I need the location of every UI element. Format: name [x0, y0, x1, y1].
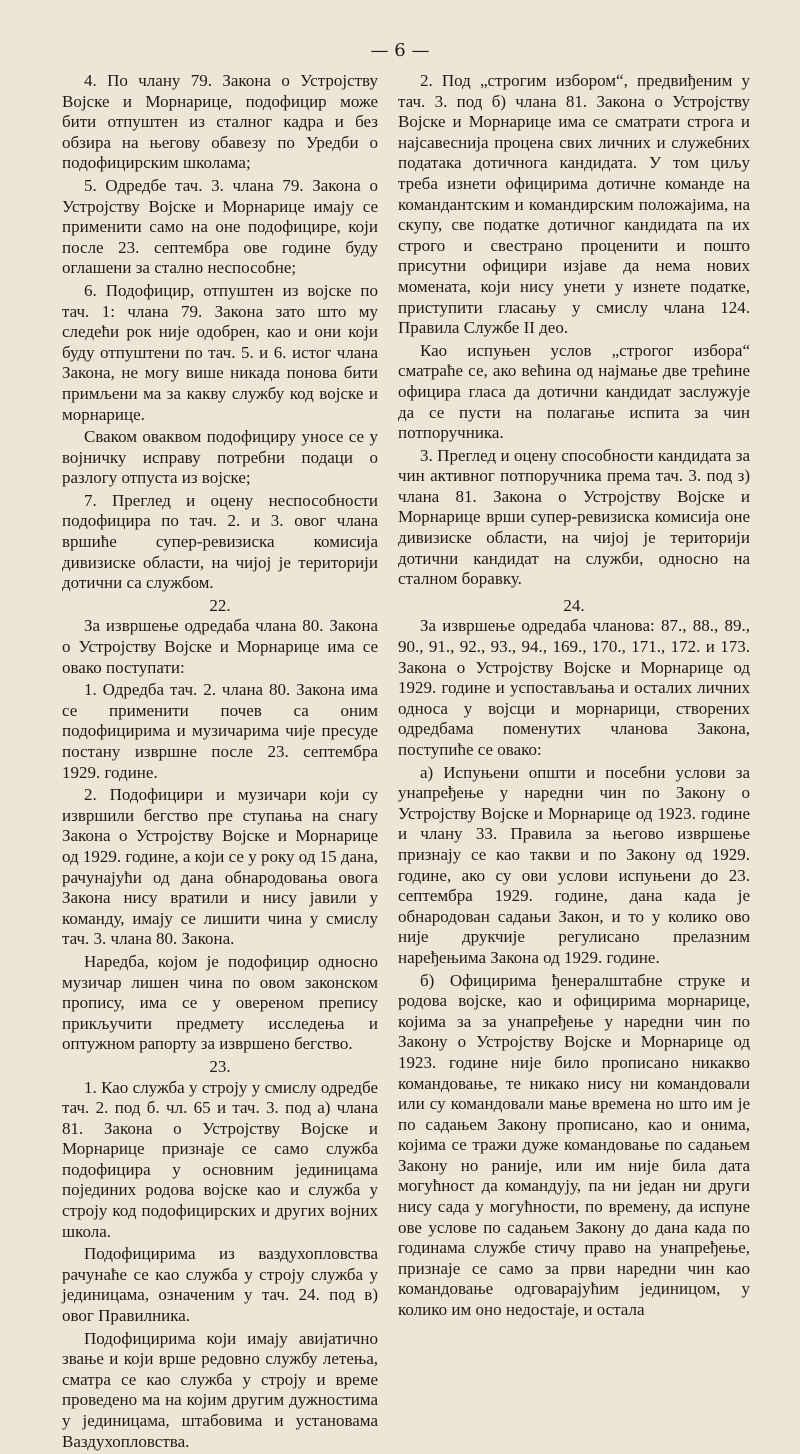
left-column: [62, 71, 378, 1454]
paragraph: 2. Под „строгим избором“, предвиђеним у тач. 3. под б) члана 81. Закона о Устројству Војске и Морнарице има се сматрати строга и најсавеснија процена свих личних и служебних података дотичнога кандидата. У том циљу треба изнети официрима дотичне команде на командантским и командирским положајима, на скупу, све податке дотичног кандидата па их строго и свестрано проценити и пошто присутни официри изјаве да нема нових момената, који нису унети у изнете податке, приступити гласању у смислу члана 124. Правила Службе II део.: [398, 71, 750, 338]
section-heading: 23.: [209, 1056, 231, 1076]
paragraph: 3. Преглед и оцену способности кандидата за чин активног потпоручника према тач. 3. под з) члана 81. Закона о Устројству Војске и Морнарице врши супер-ревизиска комисија оне дивизиске области, на чијој је територији дотични кандидат на служби, односно на сталном боравку.: [398, 445, 750, 589]
paragraph: б) Официрима ђенералштабне струке и родова војске, као и официрима морнарице, којима за за унапређење у наредни чин по Закону о Устројству Војске и Морнарице од 1923. године није било прописано никакво командовање, те никако нису ни командовали или су командовали мање времена но што им је по садањем Закону прописано, као и онима, којима се тражи дуже командовање по садањем Закону но раније, или им није била дата могућност да командују, па ни један ни други нису сада у могућности, по времену, да испуне ове услове по садањем Закону до дана када по годинама службе стичу право на унапређење, признаје се само за први наредни чин као командовање одговарајућим јединицом, у колико им оно недостаје, и остала: [398, 970, 750, 1320]
paragraph: За извршење одредаба члана 80. Закона о Устројству Војске и Морнарице има се овако поступати:: [62, 616, 378, 677]
paragraph: а) Испуњени општи и посебни услови за унапређење у наредни чин по Закону о Устројству Војске и Морнарице од 1923. године и члану 33. Правила за његово извршење признају се као такви и по Закону од 1929. године, ако су ови услови испуњени до 23. септембра 1929. године, дана када је обнародован садањи Закон, и то у колико ово није друкчије регулисано прелазним наређењима Закона од 1929. године.: [398, 762, 750, 967]
paragraph: Подофицирима из ваздухопловства рачунаће се као служба у строју служба у јединицама, означеним у тач. 24. под в) овог Правилника.: [62, 1244, 378, 1326]
paragraph: 1. Одредба тач. 2. члана 80. Закона има се применити почев са оним подофицирима и музичарима чије пресуде постану извршне после 23. септембра 1929. године.: [62, 680, 378, 782]
paragraph: 5. Одредбе тач. 3. члана 79. Закона о Устројству Војске и Морнарице имају се применити само на оне подофицире, који после 23. септембра ове године буду оглашени за стално неспособне;: [62, 175, 378, 278]
paragraph: 2. Подофицири и музичари који су извршили бегство пре ступања на снагу Закона о Устројству Војске и Морнарице од 1929. године, а који се у року од 15 дана, рачунајући од дана обнародовања овога Закона нису вратили и нису јавили у команду, имају се лишити чина у смислу тач. 3. члана 80. Закона.: [62, 785, 378, 949]
paragraph: Сваком оваквом подофициру уносе се у војничку исправу потребни подаци о разлогу отпуста из војске;: [62, 427, 378, 488]
paragraph: 1. Као служба у строју у смислу одредбе тач. 2. под б. чл. 65 и тач. 3. под а) члана 81. Закона о Устројству Војске и Морнарице признаје се само служба подофицира у основним јединицама појединих родова војске као и служба у строју код подофицирских и других војних школа.: [62, 1077, 378, 1241]
paragraph: За извршење одредаба чланова: 87., 88., 89., 90., 91., 92., 93., 94., 169., 170., 171., 172. и 173. Закона о Устројству Војске и Морнарице од 1929. године и успостављања и осталих личних односа у војсци и морнарици, створених одредбама поменутих чланова Закона, поступиће се овако:: [398, 616, 750, 759]
right-column: [398, 71, 750, 1323]
section-heading: 22.: [209, 595, 231, 615]
paragraph: 6. Подофицир, отпуштен из војске по тач. 1: члана 79. Закона зато што му следећи рок није одобрен, као и они који буду отпуштени по тач. 5. и 6. истог члана Закона, не могу више никада понова бити примљени ма за какву службу код војске и морнарице.: [62, 280, 378, 424]
paragraph: 7. Преглед и оцену неспособности подофицира по тач. 2. и 3. овог члана вршиће супер-ревизиска комисија дивизиске области, на чијој је територији дотични са службом.: [62, 490, 378, 593]
page-number: — 6 —: [370, 40, 430, 61]
paragraph: Наредба, којом је подофицир односно музичар лишен чина по овом законском пропису, има се у овереном препису прикључити предмету исследења и оптужном рапорту за извршено бегство.: [62, 951, 378, 1054]
section-heading: 24.: [563, 595, 585, 615]
paragraph: Подофицирима који имају авијатично звање и који врше редовно службу летења, сматра се као служба у строју и време проведено ма на којим другим дужностима у јединицама, штабовима и установама Ваздухопловства.: [62, 1328, 378, 1451]
paragraph: 4. По члану 79. Закона о Устројству Војске и Морнарице, подофицир може бити отпуштен из сталног кадра и без обзира на његову обавезу по Уредби о подофицирским школама;: [62, 71, 378, 173]
paragraph: Као испуњен услов „строгог избора“ сматраће се, ако већина од најмање две трећине официра гласа да дотични кандидат заслужује да се пусти на полагање испита за чин потпоручника.: [398, 340, 750, 443]
